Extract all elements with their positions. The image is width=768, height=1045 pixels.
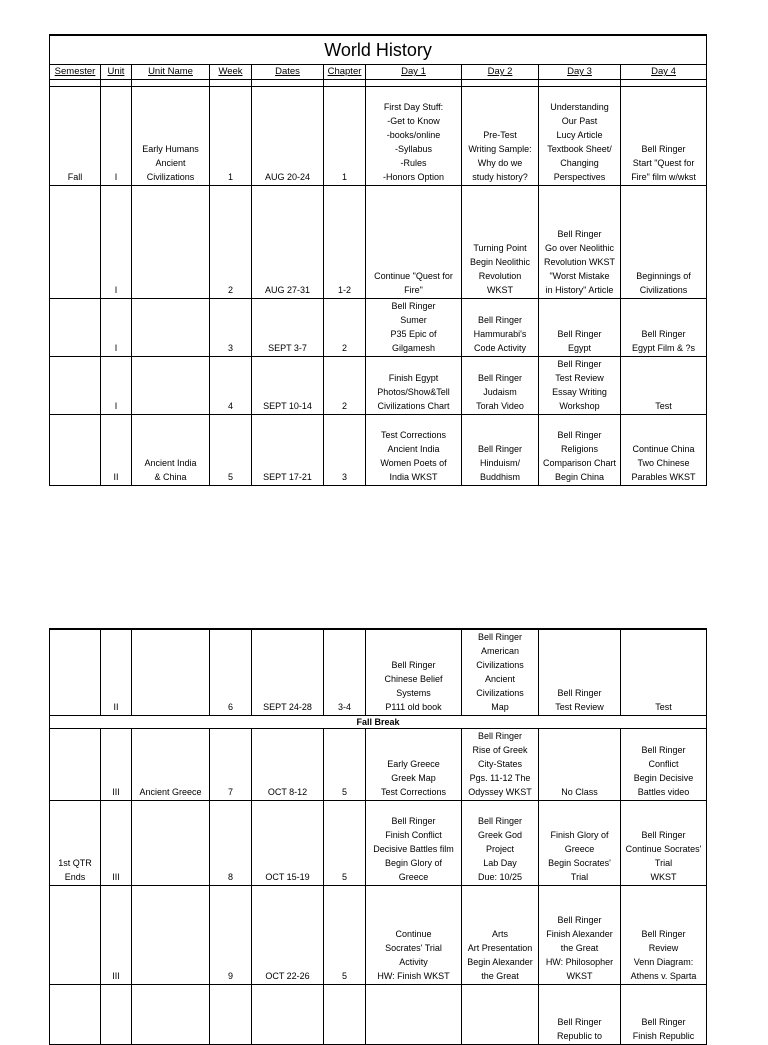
table-row <box>50 629 707 716</box>
cell-day4: Bell Ringer Finish Republic <box>621 985 707 1045</box>
header-unit: Unit <box>101 65 132 80</box>
cell-dates: SEPT 17-21 <box>252 415 324 486</box>
cell-day2: Bell Ringer American Civilizations Ancient Civilizations Map <box>462 629 539 716</box>
cell-dates: OCT 8-12 <box>252 729 324 801</box>
cell-day4: Test <box>621 629 707 716</box>
cell-semester <box>50 357 101 415</box>
cell-semester <box>50 886 101 985</box>
cell-day3: Bell Ringer Republic to <box>539 985 621 1045</box>
cell-week: 1 <box>210 87 252 186</box>
cell-semester <box>50 299 101 357</box>
cell-day3: Bell Ringer Go over Neolithic Revolution WKST "Worst Mistake in History" Article <box>539 186 621 299</box>
cell-day3: No Class <box>539 729 621 801</box>
spacer-row <box>50 80 707 87</box>
cell-day1: Finish Egypt Photos/Show&Tell Civilizations Chart <box>366 357 462 415</box>
cell-semester <box>50 985 101 1045</box>
cell-chapter: 5 <box>324 729 366 801</box>
cell-day4: Continue China Two Chinese Parables WKST <box>621 415 707 486</box>
header-chapter: Chapter <box>324 65 366 80</box>
cell-day2: Bell Ringer Hammurabi's Code Activity <box>462 299 539 357</box>
cell-unit-name <box>132 299 210 357</box>
cell-day2 <box>462 985 539 1045</box>
table-row <box>50 186 707 299</box>
cell-day2: Arts Art Presentation Begin Alexander the Great <box>462 886 539 985</box>
cell-day3: Understanding Our Past Lucy Article Textbook Sheet/ Changing Perspectives <box>539 87 621 186</box>
cell-day1: Bell Ringer Sumer P35 Epic of Gilgamesh <box>366 299 462 357</box>
cell-day4: Bell Ringer Continue Socrates' Trial WKST <box>621 801 707 886</box>
cell-chapter: 1 <box>324 87 366 186</box>
cell-unit-name: Early Humans Ancient Civilizations <box>132 87 210 186</box>
cell-unit <box>101 985 132 1045</box>
table-row <box>50 886 707 985</box>
cell-day1: Test Corrections Ancient India Women Poets of India WKST <box>366 415 462 486</box>
header-day1: Day 1 <box>366 65 462 80</box>
cell-unit: III <box>101 729 132 801</box>
cell-day2: Bell Ringer Greek God Project Lab Day Due: 10/25 <box>462 801 539 886</box>
cell-semester: 1st QTR Ends <box>50 801 101 886</box>
header-day3: Day 3 <box>539 65 621 80</box>
cell-semester <box>50 415 101 486</box>
cell-chapter: 5 <box>324 886 366 985</box>
cell-unit-name: Ancient India & China <box>132 415 210 486</box>
cell-unit: III <box>101 886 132 985</box>
cell-semester <box>50 186 101 299</box>
cell-dates: SEPT 3-7 <box>252 299 324 357</box>
table-row <box>50 299 707 357</box>
table-row <box>50 357 707 415</box>
cell-unit: I <box>101 186 132 299</box>
cell-chapter: 3 <box>324 415 366 486</box>
cell-day1 <box>366 985 462 1045</box>
cell-unit: II <box>101 415 132 486</box>
table-row <box>50 729 707 801</box>
header-day4: Day 4 <box>621 65 707 80</box>
cell-unit: II <box>101 629 132 716</box>
cell-day3: Bell Ringer Egypt <box>539 299 621 357</box>
cell-chapter: 2 <box>324 299 366 357</box>
cell-dates: OCT 15-19 <box>252 801 324 886</box>
cell-unit-name <box>132 886 210 985</box>
cell-unit-name <box>132 186 210 299</box>
table-row <box>50 87 707 186</box>
cell-week: 4 <box>210 357 252 415</box>
cell-day4: Test <box>621 357 707 415</box>
table-row <box>50 801 707 886</box>
table-row <box>50 415 707 486</box>
cell-day1: Bell Ringer Chinese Belief Systems P111 old book <box>366 629 462 716</box>
cell-unit: III <box>101 801 132 886</box>
cell-dates: AUG 27-31 <box>252 186 324 299</box>
cell-day2: Turning Point Begin Neolithic Revolution WKST <box>462 186 539 299</box>
cell-unit: I <box>101 357 132 415</box>
cell-week: 8 <box>210 801 252 886</box>
fall-break-row <box>50 716 707 729</box>
cell-day3: Bell Ringer Test Review Essay Writing Workshop <box>539 357 621 415</box>
cell-dates: AUG 20-24 <box>252 87 324 186</box>
header-day2: Day 2 <box>462 65 539 80</box>
cell-chapter <box>324 985 366 1045</box>
cell-chapter: 5 <box>324 801 366 886</box>
cell-day4: Bell Ringer Egypt Film & ?s <box>621 299 707 357</box>
schedule-table-bottom <box>49 628 707 1045</box>
table-row <box>50 985 707 1045</box>
cell-dates: SEPT 10-14 <box>252 357 324 415</box>
cell-day1: Early Greece Greek Map Test Corrections <box>366 729 462 801</box>
header-row <box>50 65 707 80</box>
cell-day1: Continue Socrates' Trial Activity HW: Finish WKST <box>366 886 462 985</box>
cell-day4: Bell Ringer Start "Quest for Fire" film w/wkst <box>621 87 707 186</box>
cell-week: 6 <box>210 629 252 716</box>
header-dates: Dates <box>252 65 324 80</box>
cell-week: 9 <box>210 886 252 985</box>
cell-day3: Bell Ringer Finish Alexander the Great HW: Philosopher WKST <box>539 886 621 985</box>
cell-week: 3 <box>210 299 252 357</box>
cell-unit: I <box>101 299 132 357</box>
cell-day1: First Day Stuff: -Get to Know -books/online -Syllabus -Rules -Honors Option <box>366 87 462 186</box>
cell-week: 5 <box>210 415 252 486</box>
page-title: World History <box>50 35 707 65</box>
cell-day4: Beginnings of Civilizations <box>621 186 707 299</box>
cell-week: 2 <box>210 186 252 299</box>
fall-break-label: Fall Break <box>50 716 707 729</box>
cell-day3: Bell Ringer Religions Comparison Chart Begin China <box>539 415 621 486</box>
cell-day3: Finish Glory of Greece Begin Socrates' Trial <box>539 801 621 886</box>
header-week: Week <box>210 65 252 80</box>
header-unit-name: Unit Name <box>132 65 210 80</box>
cell-unit-name <box>132 357 210 415</box>
cell-week <box>210 985 252 1045</box>
cell-semester: Fall <box>50 87 101 186</box>
cell-unit-name <box>132 801 210 886</box>
cell-unit-name <box>132 985 210 1045</box>
cell-week: 7 <box>210 729 252 801</box>
cell-dates: SEPT 24-28 <box>252 629 324 716</box>
cell-unit: I <box>101 87 132 186</box>
cell-chapter: 2 <box>324 357 366 415</box>
cell-dates <box>252 985 324 1045</box>
cell-dates: OCT 22-26 <box>252 886 324 985</box>
cell-semester <box>50 729 101 801</box>
cell-unit-name: Ancient Greece <box>132 729 210 801</box>
cell-chapter: 3-4 <box>324 629 366 716</box>
cell-day4: Bell Ringer Review Venn Diagram: Athens v. Sparta <box>621 886 707 985</box>
schedule-table-top <box>49 34 707 486</box>
cell-day2: Bell Ringer Hinduism/ Buddhism <box>462 415 539 486</box>
cell-day2: Pre-Test Writing Sample: Why do we study history? <box>462 87 539 186</box>
cell-day1: Bell Ringer Finish Conflict Decisive Battles film Begin Glory of Greece <box>366 801 462 886</box>
cell-day2: Bell Ringer Judaism Torah Video <box>462 357 539 415</box>
cell-day1: Continue "Quest for Fire" <box>366 186 462 299</box>
cell-day2: Bell Ringer Rise of Greek City-States Pgs. 11-12 The Odyssey WKST <box>462 729 539 801</box>
cell-day3: Bell Ringer Test Review <box>539 629 621 716</box>
header-semester: Semester <box>50 65 101 80</box>
cell-chapter: 1-2 <box>324 186 366 299</box>
cell-day4: Bell Ringer Conflict Begin Decisive Battles video <box>621 729 707 801</box>
cell-semester <box>50 629 101 716</box>
cell-unit-name <box>132 629 210 716</box>
